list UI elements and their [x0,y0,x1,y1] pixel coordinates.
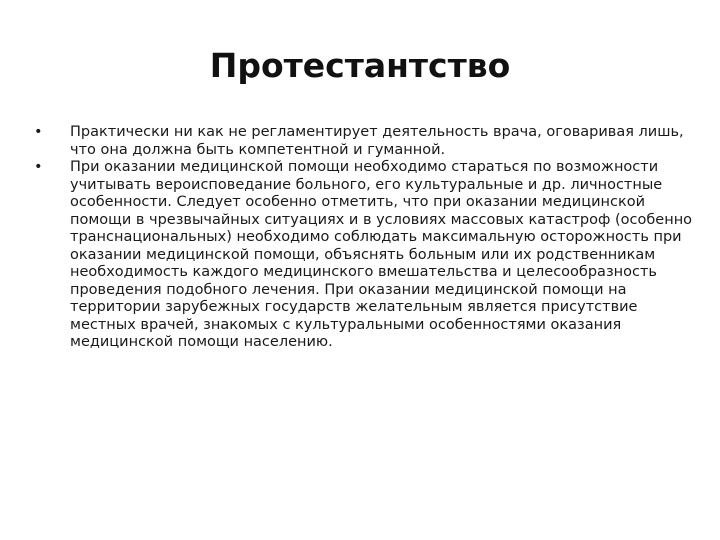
bullet-list [34,124,694,352]
bullet-text: При оказании медицинской помощи необходимо стараться по возможности учитывать вероисповедание больного, его культуральные и др. личностные особенности. Следует особенно отметить, что при оказании медицинской помощи в чрезвычайных ситуациях и в условиях массовых катастроф (особенно транснациональных) необходимо соблюдать максимальную осторожность при оказании медицинской помощи, объяснять больным или их родственникам необходимость каждого медицинского вмешательства и целесообразность проведения подобного лечения. При оказании медицинской помощи на территории зарубежных государств желательным является присутствие местных врачей, знакомых с культуральными особенностями оказания медицинской помощи населению. [70,159,693,350]
bullet-item [34,159,694,352]
bullet-marker-icon: • [34,159,43,175]
bullet-item [34,124,694,159]
bullet-text: Практически ни как не регламентирует деятельность врача, оговаривая лишь, что она должна быть компетентной и гуманной. [70,124,684,158]
slide-title: Протестантство [209,46,511,85]
bullet-marker-icon: • [34,124,43,140]
